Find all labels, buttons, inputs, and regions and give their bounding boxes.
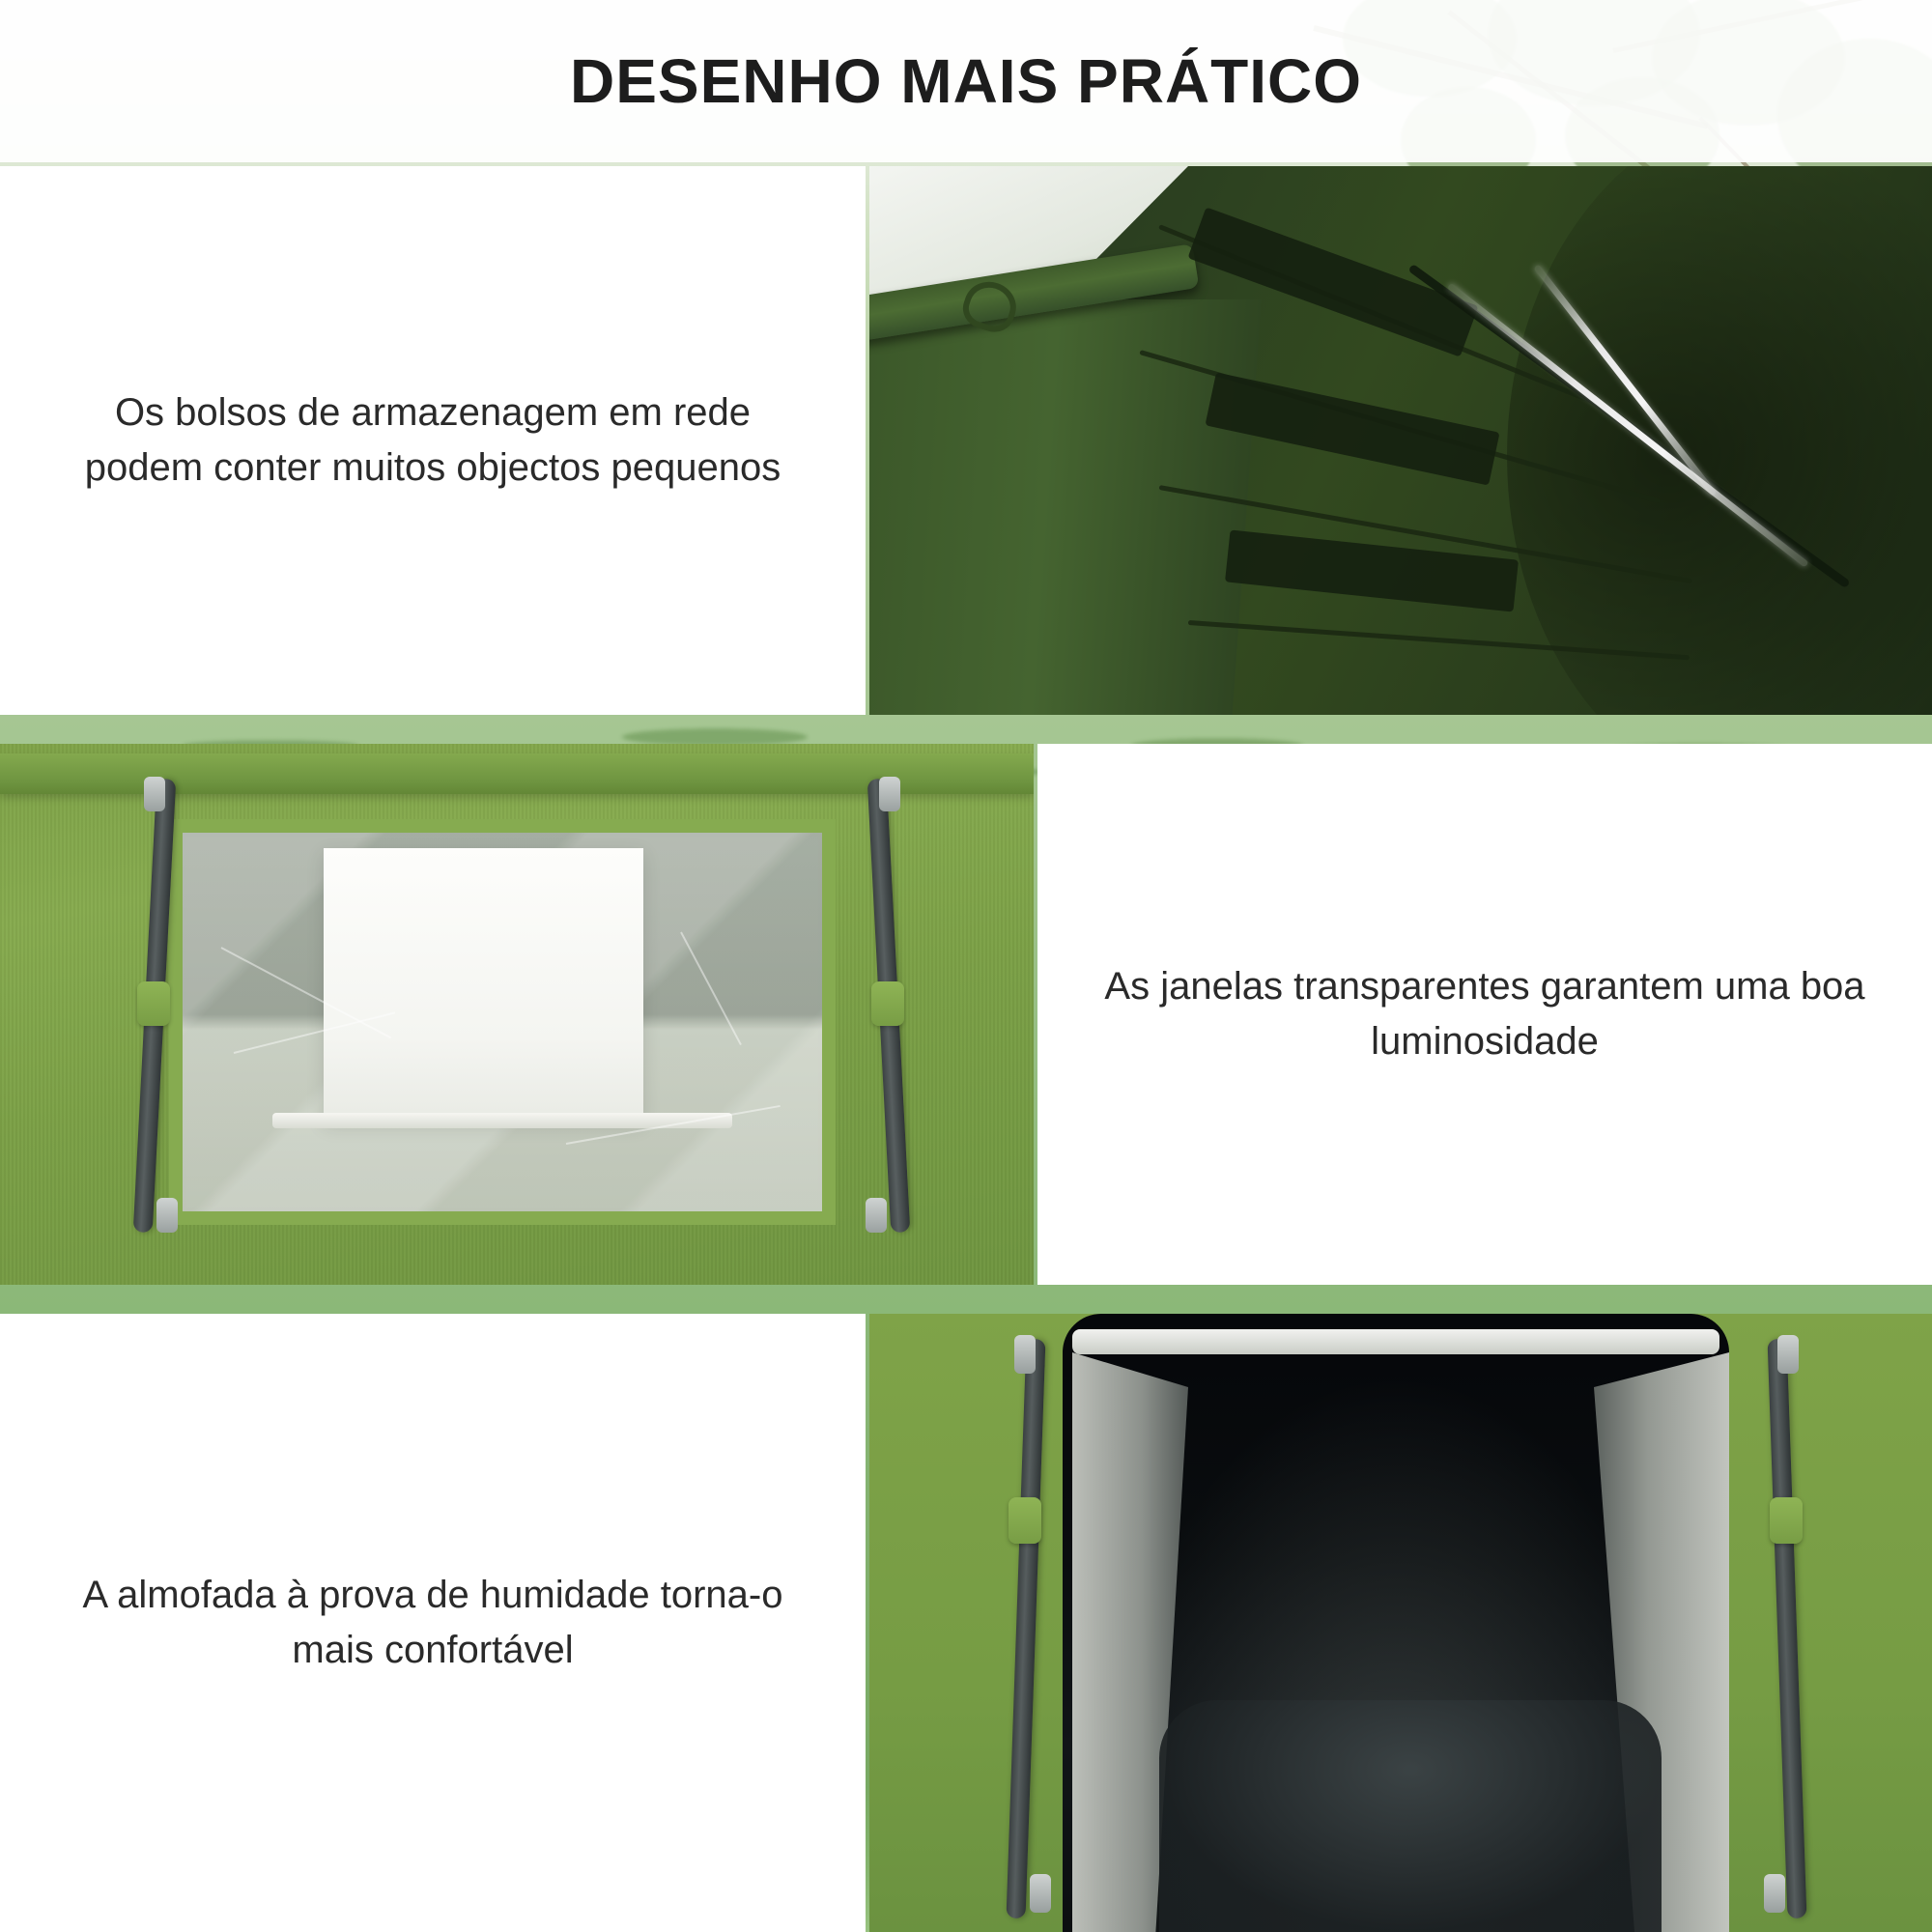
page-title: DESENHO MAIS PRÁTICO <box>569 46 1363 116</box>
doorway-top-bar <box>1072 1329 1719 1354</box>
tent-pole-right-tip-top <box>879 777 900 811</box>
feature-caption: A almofada à prova de humidade torna-o mais confortável <box>82 1574 783 1671</box>
feature-text-storage-pockets <box>0 166 866 715</box>
title-band <box>0 0 1932 162</box>
tent-window-photo <box>0 744 1034 1285</box>
tent-pole-left-clip <box>1009 1497 1041 1544</box>
feature-text-moisture-pad <box>0 1314 866 1932</box>
tent-pole-right-tip-bottom <box>866 1198 887 1233</box>
tent-roof-photo <box>869 166 1932 715</box>
moisture-proof-mattress <box>1159 1700 1662 1932</box>
tent-pole-right-tip-top <box>1777 1335 1799 1374</box>
roof-shadow <box>1507 166 1932 715</box>
tent-pole-left <box>1007 1339 1046 1918</box>
feature-image-storage-pockets <box>869 166 1932 715</box>
tent-pole-left-clip <box>137 981 170 1026</box>
feature-text-transparent-window <box>1037 744 1932 1285</box>
tent-pole-left-tip-bottom <box>156 1198 178 1233</box>
feature-caption: Os bolsos de armazenagem em rede podem conter muitos objectos pequenos <box>84 391 781 489</box>
tent-interior-photo <box>869 1314 1932 1932</box>
feature-image-moisture-pad <box>869 1314 1932 1932</box>
tent-pole-left-tip-bottom <box>1030 1874 1051 1913</box>
feature-image-transparent-window <box>0 744 1034 1285</box>
tent-pole-right-clip <box>871 981 904 1026</box>
tent-pole-right-clip <box>1770 1497 1803 1544</box>
tent-pole-right <box>1768 1339 1807 1918</box>
tent-pole-left-tip-top <box>144 777 165 811</box>
tent-pole-right-tip-bottom <box>1764 1874 1785 1913</box>
window-frame <box>169 819 836 1225</box>
window-bright-reflection <box>324 848 643 1121</box>
tent-pole-left-tip-top <box>1014 1335 1036 1374</box>
tent-wall <box>869 299 1262 715</box>
feature-caption: As janelas transparentes garantem uma boa luminosidade <box>1104 965 1865 1063</box>
